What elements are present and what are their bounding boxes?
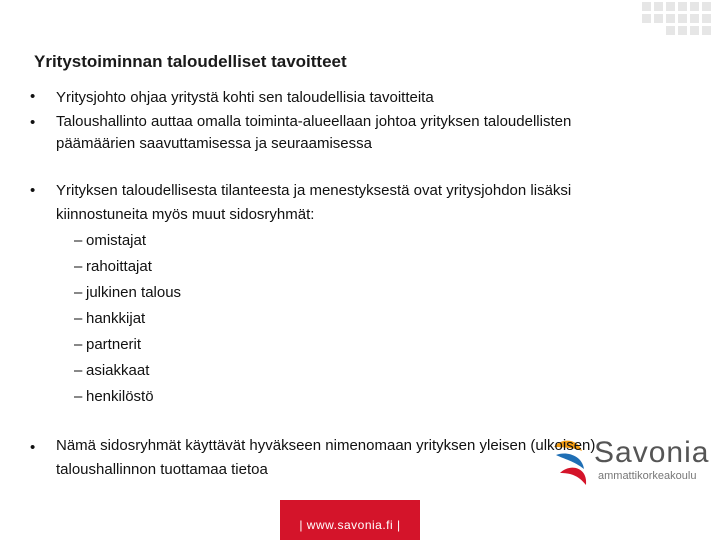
bullet-line: Yrityksen taloudellisesta tilanteesta ja menestyksestä ovat yritysjohdon lisäksi xyxy=(56,182,572,199)
bullet-text xyxy=(56,434,656,482)
dash-marker: – xyxy=(74,284,83,301)
logo-wordmark: Savonia xyxy=(594,436,710,469)
bullet-line: taloushallinnon tuottamaa tietoa xyxy=(56,461,268,478)
bullet-line: kiinnostuneita myös muut sidosryhmät: xyxy=(56,206,315,223)
footer-website-link[interactable]: | www.savonia.fi | xyxy=(299,518,401,532)
stakeholder-item: rahoittajat xyxy=(86,258,152,275)
corner-decoration xyxy=(640,0,720,40)
stakeholder-item: asiakkaat xyxy=(86,362,150,379)
dash-marker: – xyxy=(74,258,83,275)
bullet-marker: • xyxy=(30,439,36,456)
dash-marker: – xyxy=(74,388,83,405)
stakeholder-item: omistajat xyxy=(86,232,147,249)
bullet-line: Taloushallinto auttaa omalla toiminta-alueellaan johtoa yrityksen taloudellisten xyxy=(56,113,572,130)
bullet-text xyxy=(56,179,656,227)
bullet-text xyxy=(56,111,656,155)
stakeholder-item: partnerit xyxy=(86,336,142,353)
dash-marker: – xyxy=(74,336,83,353)
stakeholder-item: julkinen talous xyxy=(86,284,182,301)
bullet-marker: • xyxy=(30,182,36,199)
bullet-line: Nämä sidosryhmät käyttävät hyväkseen nimenomaan yrityksen yleisen (ulkoisen) xyxy=(56,437,596,454)
dash-marker: – xyxy=(74,232,83,249)
slide-title: Yritystoiminnan taloudelliset tavoitteet xyxy=(34,52,347,71)
stakeholder-item: henkilöstö xyxy=(86,388,154,405)
logo-subtitle: ammattikorkeakoulu xyxy=(598,470,697,482)
stakeholder-item: hankkijat xyxy=(86,310,146,327)
bullet-marker: • xyxy=(30,114,36,131)
bullet-line: päämäärien saavuttamisessa ja seuraamisessa xyxy=(56,135,372,152)
bullet-marker: • xyxy=(30,88,36,105)
dash-marker: – xyxy=(74,362,83,379)
bullet-text: Yritysjohto ohjaa yritystä kohti sen taloudellisia tavoitteita xyxy=(56,89,434,106)
dash-marker: – xyxy=(74,310,83,327)
